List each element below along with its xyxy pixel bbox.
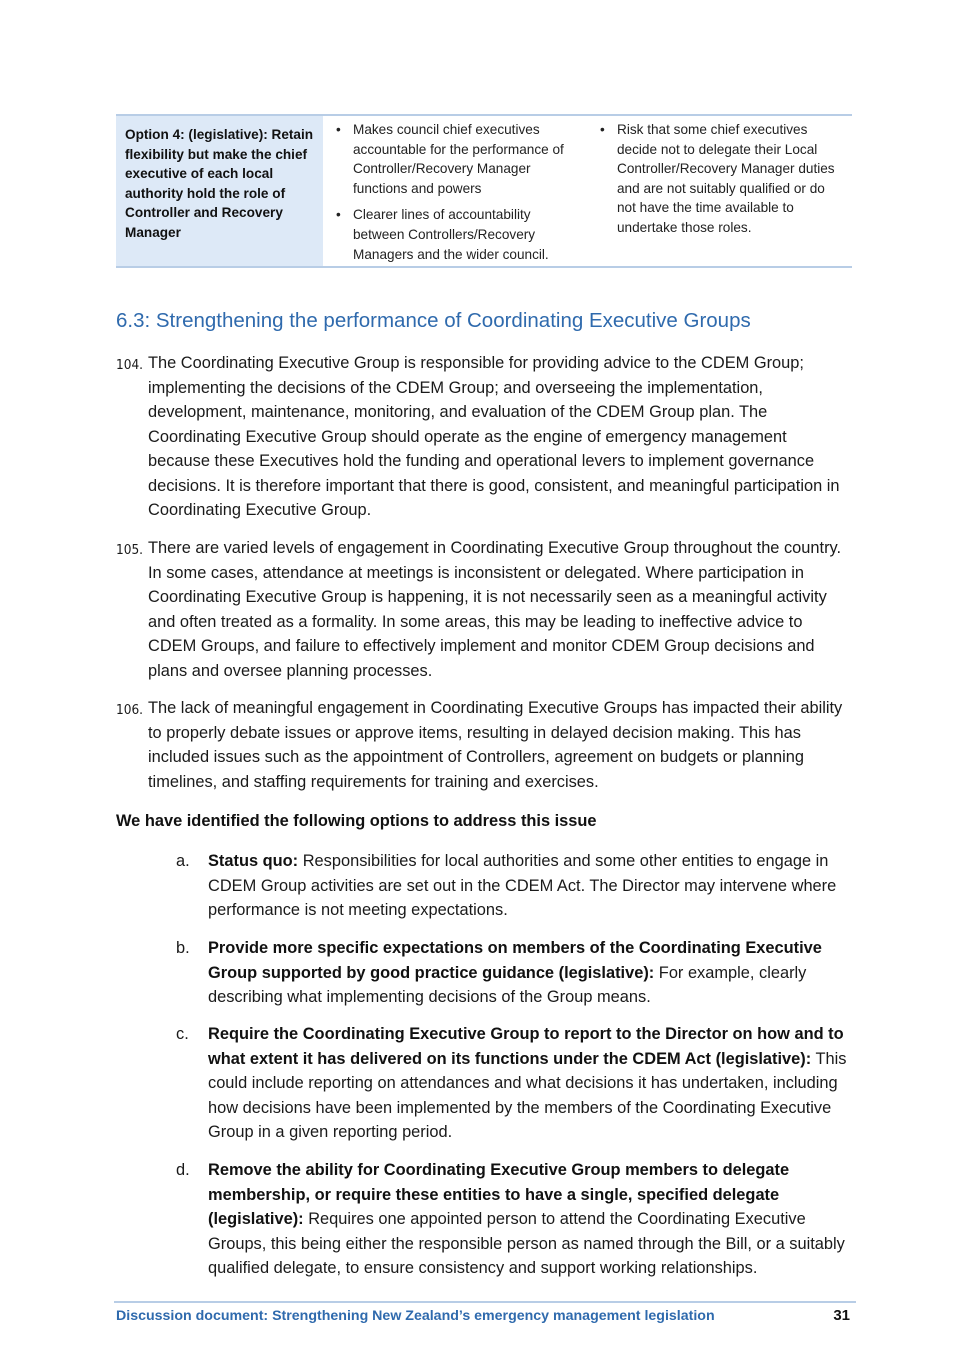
paragraph-text: The lack of meaningful engagement in Coordinating Executive Groups has impacted their ability to properly debate issues or approve items, resulting in delayed decision making. This has included issues such as the appointment of Controllers, agreement on budgets or planning timelines, and staffing requirements for training and exercises. (148, 699, 843, 791)
option-text: Requires one appointed person to attend the Coordinating Executive Groups, this being either the responsible person as named through the Bill, or a suitably qualified delegate, to ensure consistency and support working relationships. (208, 1210, 845, 1277)
pros-item: • Makes council chief executives accountable for the performance of Controller/Recovery Manager functions and powers (333, 120, 577, 198)
option-letter: b. (176, 939, 190, 957)
option-title: Status quo: (208, 852, 299, 870)
option-text: For example, clearly describing what implementing decisions of the Group means. (208, 963, 807, 1006)
option-body (208, 849, 856, 923)
paragraph-number: 106. (116, 702, 144, 718)
cons-cell (585, 116, 852, 266)
cons-item: • Risk that some chief executives decide not to delegate their Local Controller/Recovery Manager duties and are not suitably qualified or do not have the time available to undertake those roles. (597, 120, 844, 238)
page-number: 31 (833, 1307, 850, 1324)
paragraph-104 (116, 351, 846, 523)
option-body (208, 1158, 856, 1281)
option-title: Require the Coordinating Executive Group to report to the Director on how and to what extent it has delivered on its functions under the CDEM Act (legislative): (208, 1025, 844, 1068)
option-title: Provide more specific expectations on members of the Coordinating Executive Group supported by good practice guidance (legislative): (208, 939, 822, 982)
paragraph-text: The Coordinating Executive Group is responsible for providing advice to the CDEM Group; implementing the decisions of the CDEM Group; and overseeing the implementation, development, maintenance, monitoring, and evaluation of the CDEM Group plan. The Coordinating Executive Group should operate as the engine of emergency management because these Executives hold the funding and operational levers to implement governance decisions. It is therefore important that there is good, consistent, and meaningful participation in Coordinating Executive Group. (148, 354, 840, 519)
option-letter: d. (176, 1161, 190, 1179)
option-item-d (176, 1158, 856, 1281)
paragraph-text: There are varied levels of engagement in Coordinating Executive Group throughout the country. In some cases, attendance at meetings is inconsistent or delegated. Where participation in Coordinating Executive Group is happening, it is not necessarily seen as a meaningful activity and often treated as a formality. In some areas, this may be leading to ineffective advice to CDEM Groups, and failure to effectively implement and monitor CDEM Group decisions and plans and oversee planning processes. (148, 539, 842, 680)
option-body (208, 1022, 856, 1145)
option-letter: a. (176, 852, 190, 870)
option-item-c (176, 1022, 856, 1145)
paragraph-105 (116, 536, 846, 683)
option-item-a (176, 849, 856, 923)
option-letter: c. (176, 1025, 189, 1043)
option-text: Responsibilities for local authorities and some other entities to engage in CDEM Group activities are set out in the CDEM Act. The Director may intervene where performance is not meeting expectations. (208, 852, 837, 919)
paragraph-106 (116, 696, 846, 794)
paragraph-number: 104. (116, 357, 144, 373)
footer-divider (114, 1301, 856, 1303)
option-body (208, 936, 856, 1010)
footer-title: Discussion document: Strengthening New Zealand’s emergency management legislation (116, 1308, 715, 1324)
options-heading: We have identified the following options to address this issue (116, 812, 597, 830)
option-label-cell: Option 4: (legislative): Retain flexibility but make the chief executive of each local authority hold the role of Controller and Recovery Manager (116, 116, 323, 266)
section-heading: 6.3: Strengthening the performance of Coordinating Executive Groups (116, 309, 751, 332)
option-item-b (176, 936, 856, 1010)
pros-cell (323, 116, 585, 266)
option-title: Remove the ability for Coordinating Executive Group members to delegate membership, or require these entities to have a single, specified delegate (legislative): (208, 1161, 790, 1228)
option-text: This could include reporting on attendances and what decisions it has undertaken, including how decisions have been implemented by the members of the Coordinating Executive Group in a given reporting period. (208, 1049, 847, 1141)
options-table (116, 114, 852, 268)
pros-item: • Clearer lines of accountability between Controllers/Recovery Managers and the wider council. (333, 205, 577, 264)
paragraph-number: 105. (116, 542, 144, 558)
